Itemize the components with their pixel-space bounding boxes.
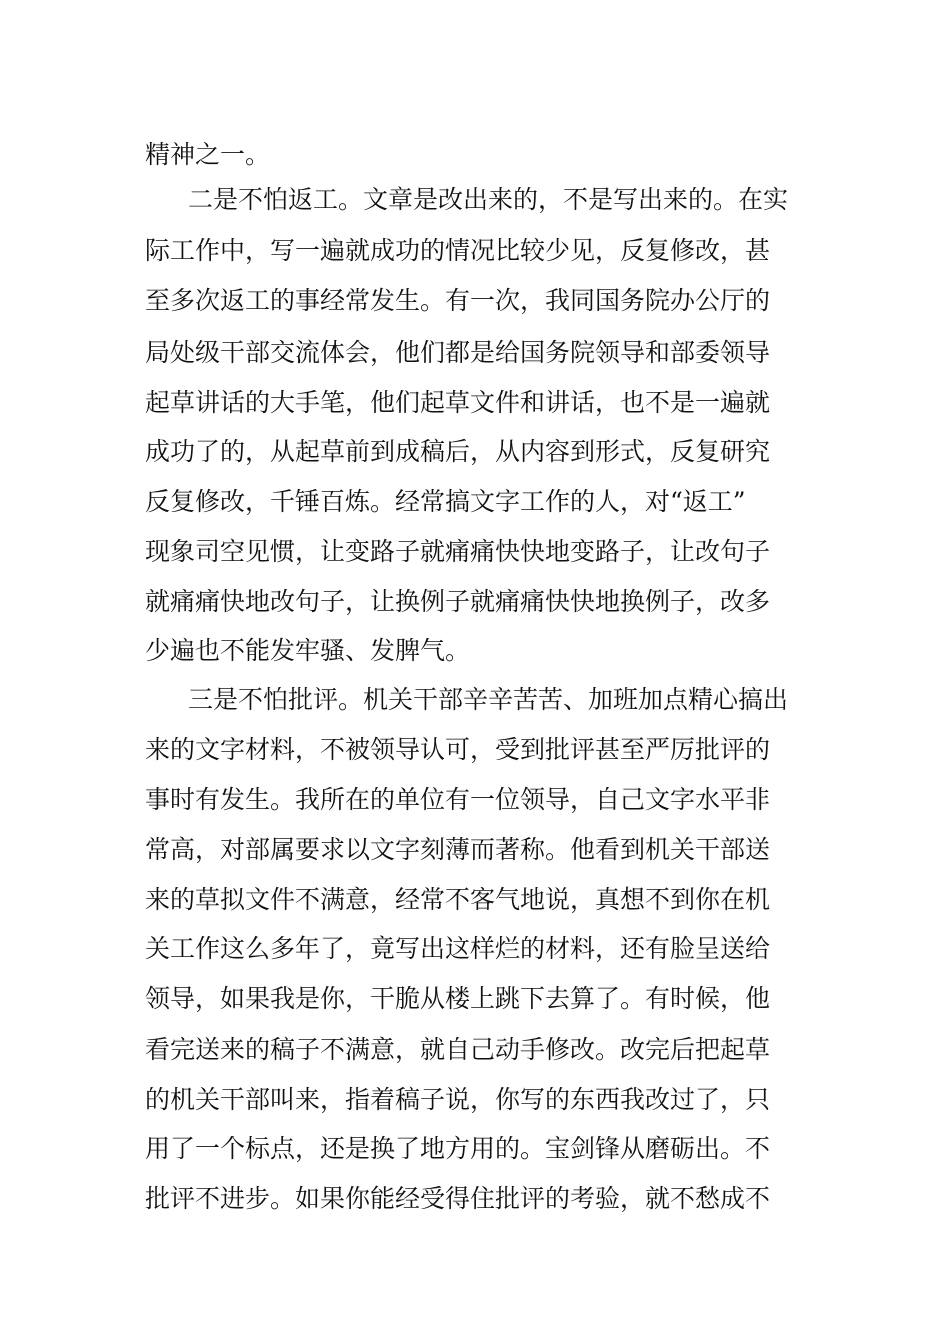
text-line: 至多次返工的事经常发生。有一次，我同国务院办公厅的 <box>145 286 771 315</box>
text-line: 批评不进步。如果你能经受得住批评的考验，就不愁成不 <box>145 1184 771 1213</box>
text-line: 看完送来的稿子不满意，就自己动手修改。改完后把起草 <box>145 1035 771 1064</box>
paragraph-start-line: 三是不怕批评。机关干部辛辛苦苦、加班加点精心搞出 <box>188 685 789 714</box>
text-line: 就痛痛快地改句子，让换例子就痛痛快快地换例子，改多 <box>145 587 771 616</box>
text-line: 少遍也不能发牢骚、发脾气。 <box>145 636 471 665</box>
text-line: 来的草拟文件不满意，经常不客气地说，真想不到你在机 <box>145 885 771 914</box>
text-line: 反复修改，千锤百炼。经常搞文字工作的人，对“返工” <box>145 487 746 516</box>
text-line: 精神之一。 <box>145 140 271 169</box>
text-line: 成功了的，从起草前到成稿后，从内容到形式，反复研究 <box>145 437 771 466</box>
text-line: 现象司空见惯，让变路子就痛痛快快地变路子，让改句子 <box>145 537 771 566</box>
text-line: 来的文字材料，不被领导认可，受到批评甚至严厉批评的 <box>145 735 771 764</box>
text-line: 事时有发生。我所在的单位有一位领导，自己文字水平非 <box>145 785 771 814</box>
text-line: 的机关干部叫来，指着稿子说，你写的东西我改过了，只 <box>145 1085 771 1114</box>
text-line: 关工作这么多年了，竟写出这样烂的材料，还有脸呈送给 <box>145 934 771 963</box>
text-line: 领导，如果我是你，干脆从楼上跳下去算了。有时候，他 <box>145 984 771 1013</box>
text-line: 常高，对部属要求以文字刻薄而著称。他看到机关干部送 <box>145 835 771 864</box>
paragraph-start-line: 二是不怕返工。文章是改出来的，不是写出来的。在实 <box>188 185 789 214</box>
text-line: 用了一个标点，还是换了地方用的。宝剑锋从磨砺出。不 <box>145 1134 771 1163</box>
text-line: 起草讲话的大手笔，他们起草文件和讲话，也不是一遍就 <box>145 388 771 417</box>
text-line: 际工作中，写一遍就成功的情况比较少见，反复修改，甚 <box>145 236 771 265</box>
text-line: 局处级干部交流体会，他们都是给国务院领导和部委领导 <box>145 338 771 367</box>
